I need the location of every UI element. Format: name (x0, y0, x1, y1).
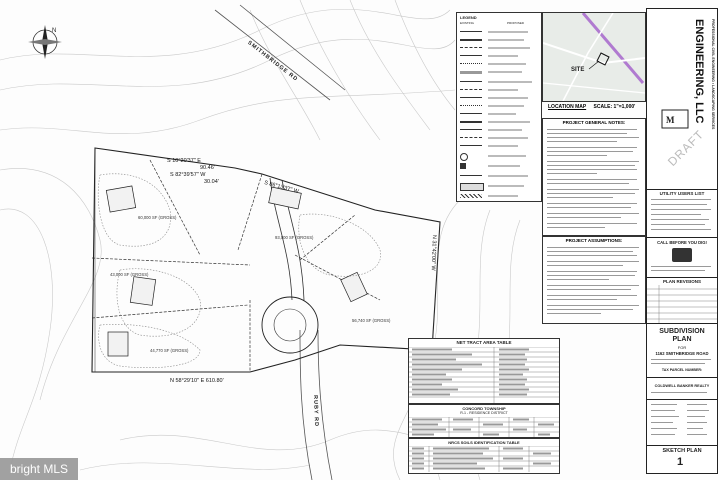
plan-title-section (647, 323, 717, 378)
plan-title-line2: PLAN (672, 336, 692, 343)
zoning-title: CONCORD TOWNSHIP (462, 406, 506, 411)
location-map (542, 12, 646, 102)
firm-name: ENGINEERING, LLC (693, 19, 705, 124)
firm-logo (649, 13, 715, 133)
project-info-section (647, 399, 717, 446)
bearing-distance-1: 90.46' (200, 165, 215, 171)
project-address: 1162 SMITHBRIDGE ROAD (655, 351, 709, 356)
sheet-title-section (647, 445, 717, 473)
plan-revisions-title: PLAN REVISIONS (662, 279, 701, 284)
lot-area-label: 44,770 SF (GROSS) (150, 348, 189, 353)
tax-parcel-label: TAX PARCEL NUMBER: (661, 368, 703, 372)
lot-area-label: 93,000 SF (GROSS) (275, 235, 314, 240)
net-tract-title: NET TRACT AREA TABLE (456, 340, 512, 345)
north-arrow-icon (25, 22, 65, 62)
ruby-road-label: RUBY RD (312, 395, 320, 428)
call-before-dig-section (647, 237, 717, 278)
location-map-caption (548, 104, 635, 110)
bearing-distance-2: 30.04' (204, 179, 219, 185)
net-tract-area-table (408, 338, 560, 404)
svg-text:M: M (666, 115, 675, 125)
general-notes-panel (542, 118, 646, 236)
bearing-label-4: N 58°29'10" E 610.80' (170, 378, 224, 384)
general-notes-title: PROJECT GENERAL NOTES: (562, 120, 626, 125)
lot-area-label: 56,740 SF (GROSS) (352, 318, 391, 323)
sheet-number: 1 (677, 456, 684, 468)
zoning-table (408, 404, 560, 438)
smithbridge-road-label: SMITHBRIDGE RD (246, 40, 299, 83)
client-section (647, 377, 717, 400)
lot-area-label: 60,000 SF (GROSS) (138, 215, 177, 220)
draft-stamp: DRAFT (665, 127, 707, 169)
soils-table (408, 438, 560, 474)
net-tract-grid (409, 347, 559, 403)
firm-logo-icon (661, 109, 689, 129)
utility-users-section (647, 189, 717, 238)
location-map-title: LOCATION MAP (548, 104, 587, 110)
soils-grid (409, 446, 559, 472)
pa-one-call-logo (672, 248, 692, 262)
project-assumptions-title: PROJECT ASSUMPTIONS: (565, 238, 623, 243)
legend-col-proposed: PROPOSED (507, 21, 525, 25)
legend-panel (456, 12, 542, 202)
utility-users-title: UTILITY USERS LIST (659, 191, 705, 196)
soils-title: NRCS SOILS IDENTIFICATION TABLE (448, 440, 520, 445)
lot-area-label: 43,000 SF (GROSS) (110, 272, 149, 277)
location-map-graphic (543, 13, 645, 101)
bearing-label-1: S 10°20'37" E (167, 158, 201, 164)
client-name: COLDWELL BANKER REALTY (654, 384, 710, 388)
project-assumptions-panel (542, 236, 646, 324)
title-block (646, 8, 718, 474)
zoning-subtitle: R-1 - RESIDENCE DISTRICT (460, 411, 508, 415)
sheet-title: SKETCH PLAN (662, 448, 702, 454)
plan-revisions-section (647, 277, 717, 324)
plan-title-line1: SUBDIVISION (659, 328, 705, 335)
legend-title: LEGEND (460, 15, 477, 20)
revisions-grid (647, 285, 717, 323)
bearing-label-5: N 31°42'00" W (429, 234, 437, 271)
bearing-label-3: S 86°13'37" W (263, 180, 300, 195)
zoning-grid (409, 417, 559, 437)
bearing-label-2: S 82°39'57" W (170, 172, 206, 178)
site-label: SITE (571, 67, 585, 73)
location-map-scale: SCALE: 1"=1,000' (593, 104, 636, 110)
plan-for: FOR (677, 345, 687, 350)
bright-mls-watermark: bright MLS (0, 458, 78, 480)
svg-text:N: N (52, 28, 57, 34)
firm-subtitle: PROFESSIONAL CIVIL ENGINEERING • LANDSCAPING SERVICES (711, 19, 715, 130)
call-before-dig-title: CALL BEFORE YOU DIG! (657, 240, 707, 245)
legend-col-existing: EXISTING (460, 21, 475, 25)
